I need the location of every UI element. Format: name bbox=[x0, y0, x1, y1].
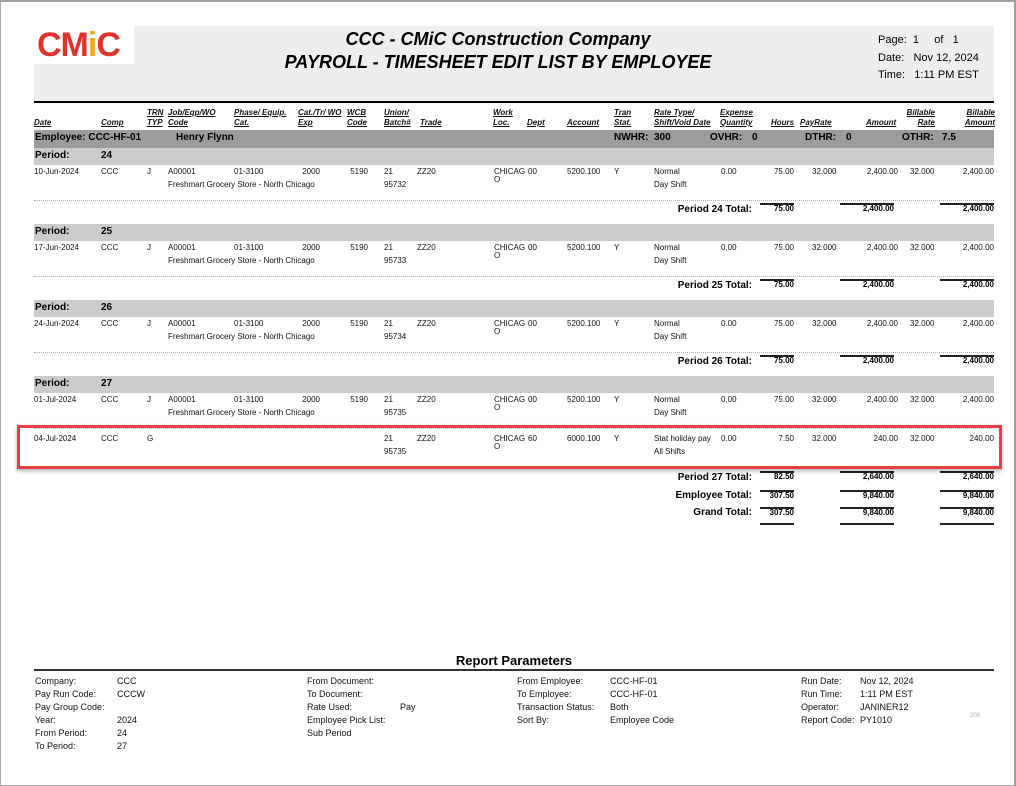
row-work-loc: CHICAG bbox=[494, 243, 526, 252]
row-billable-rate: 32.000 bbox=[910, 167, 935, 176]
dthr-value: 0 bbox=[846, 132, 852, 143]
col-tran-stat: Tran Stat. bbox=[614, 108, 632, 127]
row-cat: 2000 bbox=[302, 395, 320, 404]
col-account: Account bbox=[567, 118, 599, 127]
row-work-loc: CHICAG bbox=[494, 319, 526, 328]
grand-total-billable: 9,840.00 bbox=[962, 508, 994, 517]
row-tran-stat: Y bbox=[614, 319, 620, 328]
row-trn-type: J bbox=[147, 395, 151, 404]
col-work-loc: Work Loc. bbox=[493, 108, 513, 127]
param-label: Year: bbox=[35, 715, 56, 725]
col-date: Date bbox=[34, 118, 52, 127]
row-hours: 7.50 bbox=[778, 434, 794, 443]
row-shift: Day Shift bbox=[654, 408, 687, 417]
row-job-code: A00001 bbox=[168, 395, 196, 404]
col-expense-qty: Expense Quantity bbox=[720, 108, 753, 127]
row-billable-rate: 32.000 bbox=[910, 434, 935, 443]
param-label: Run Date: bbox=[801, 676, 842, 686]
row-rate-type: Normal bbox=[654, 167, 680, 176]
period-number: 27 bbox=[101, 378, 113, 389]
row-work-loc: CHICAG bbox=[494, 167, 526, 176]
report-parameters-divider bbox=[34, 669, 994, 671]
row-date: 17-Jun-2024 bbox=[34, 243, 79, 252]
row-wcb: 5190 bbox=[350, 167, 368, 176]
row-trn-type: J bbox=[147, 319, 151, 328]
row-dept: 00 bbox=[528, 319, 537, 328]
col-billable-rate: Billable Rate bbox=[906, 108, 935, 127]
nwhr-value: 300 bbox=[654, 132, 671, 143]
row-billable-amount: 2,400.00 bbox=[962, 319, 994, 328]
row-amount: 2,400.00 bbox=[866, 319, 898, 328]
row-divider bbox=[34, 200, 994, 201]
rule bbox=[840, 523, 894, 525]
row-billable-amount: 2,400.00 bbox=[962, 243, 994, 252]
row-cat: 2000 bbox=[302, 243, 320, 252]
row-work-loc: CHICAG bbox=[494, 395, 526, 404]
row-rate-type: Stat holiday pay bbox=[654, 434, 711, 443]
param-label: Report Code: bbox=[801, 715, 855, 725]
nwhr-label: NWHR: bbox=[614, 132, 649, 143]
param-value: CCC bbox=[117, 676, 137, 686]
employee-total-label: Employee Total: bbox=[675, 490, 752, 501]
row-billable-amount: 2,400.00 bbox=[962, 167, 994, 176]
param-value: Nov 12, 2024 bbox=[860, 676, 914, 686]
period-number: 24 bbox=[101, 150, 113, 161]
period-band bbox=[34, 300, 994, 317]
param-label: Employee Pick List: bbox=[307, 715, 386, 725]
param-label: Operator: bbox=[801, 702, 840, 712]
rule bbox=[940, 523, 994, 525]
row-phase: 01-3100 bbox=[234, 395, 264, 404]
col-billable-amount: Billable Amount bbox=[964, 108, 995, 127]
period-total-billable: 2,400.00 bbox=[962, 204, 994, 213]
employee-total-hours: 307.50 bbox=[769, 491, 794, 500]
row-dept: 00 bbox=[528, 395, 537, 404]
row-tran-stat: Y bbox=[614, 243, 620, 252]
period-total-amount: 2,400.00 bbox=[862, 204, 894, 213]
row-account: 5200.100 bbox=[567, 319, 601, 328]
row-dept: 00 bbox=[528, 243, 537, 252]
col-cat: Cat./Tr/ WO Exp bbox=[298, 108, 342, 127]
row-union: 21 bbox=[384, 395, 393, 404]
row-job-code: A00001 bbox=[168, 319, 196, 328]
employee-code: Employee: CCC-HF-01 bbox=[35, 132, 142, 143]
period-total-hours: 75.00 bbox=[773, 356, 794, 365]
row-trade: ZZ20 bbox=[417, 395, 436, 404]
highlighted-row-box bbox=[17, 425, 1002, 469]
param-value: CCCW bbox=[117, 689, 145, 699]
row-work-loc: CHICAG bbox=[494, 434, 526, 443]
othr-value: 7.5 bbox=[942, 132, 956, 143]
row-union: 21 bbox=[384, 243, 393, 252]
col-trn: TRN TYP bbox=[147, 108, 164, 127]
report-date: Date: Nov 12, 2024 bbox=[878, 52, 979, 64]
period-total-amount: 2,400.00 bbox=[862, 280, 894, 289]
row-union: 21 bbox=[384, 167, 393, 176]
row-date: 24-Jun-2024 bbox=[34, 319, 79, 328]
row-trade: ZZ20 bbox=[417, 319, 436, 328]
row-phase: 01-3100 bbox=[234, 243, 264, 252]
row-payrate: 32.000 bbox=[812, 167, 837, 176]
row-trn-type: G bbox=[147, 434, 154, 443]
row-description: Freshmart Grocery Store - North Chicago bbox=[168, 256, 315, 265]
row-work-loc-wrap: O bbox=[494, 442, 501, 451]
col-job-code: Job/Eqp/WO Code bbox=[168, 108, 216, 127]
row-expense-qty: 0.00 bbox=[721, 395, 737, 404]
row-comp: CCC bbox=[101, 243, 119, 252]
row-wcb: 5190 bbox=[350, 243, 368, 252]
row-cat: 2000 bbox=[302, 319, 320, 328]
row-union: 21 bbox=[384, 434, 393, 443]
period-total-label: Period 25 Total: bbox=[677, 280, 752, 291]
param-value: 2024 bbox=[117, 715, 138, 725]
period-total-amount: 2,400.00 bbox=[862, 356, 894, 365]
param-label: Transaction Status: bbox=[517, 702, 595, 712]
row-tran-stat: Y bbox=[614, 395, 620, 404]
period-number: 25 bbox=[101, 226, 113, 237]
row-account: 5200.100 bbox=[567, 395, 601, 404]
row-comp: CCC bbox=[101, 434, 119, 443]
period-label: Period: bbox=[35, 150, 70, 161]
row-comp: CCC bbox=[101, 395, 119, 404]
period-total-billable: 2,400.00 bbox=[962, 356, 994, 365]
row-work-loc-wrap: O bbox=[494, 251, 501, 260]
row-description: Freshmart Grocery Store - North Chicago bbox=[168, 408, 315, 417]
col-rate-type: Rate Type/ Shift/Void Date bbox=[654, 108, 711, 127]
row-union: 21 bbox=[384, 319, 393, 328]
page-code: 205 bbox=[970, 713, 981, 719]
employee-total-amount: 9,840.00 bbox=[862, 491, 894, 500]
row-tran-stat: Y bbox=[614, 167, 620, 176]
ovhr-value: 0 bbox=[752, 132, 758, 143]
param-value: CCC-HF-01 bbox=[610, 676, 658, 686]
param-label: To Period: bbox=[35, 741, 76, 751]
rule bbox=[760, 523, 794, 525]
ovhr-label: OVHR: bbox=[710, 132, 743, 143]
row-rate-type: Normal bbox=[654, 395, 680, 404]
param-value: Pay bbox=[400, 702, 416, 712]
row-job-code: A00001 bbox=[168, 243, 196, 252]
cmic-logo: CMiC bbox=[34, 26, 134, 64]
period-band bbox=[34, 376, 994, 393]
row-batch: 95735 bbox=[384, 447, 407, 456]
period-label: Period: bbox=[35, 302, 70, 313]
param-value: JANINER12 bbox=[860, 702, 909, 712]
row-shift: Day Shift bbox=[654, 256, 687, 265]
row-payrate: 32.000 bbox=[812, 395, 837, 404]
period-number: 26 bbox=[101, 302, 113, 313]
othr-label: OTHR: bbox=[902, 132, 934, 143]
param-label: Pay Run Code: bbox=[35, 689, 97, 699]
header-divider bbox=[34, 101, 994, 103]
row-rate-type: Normal bbox=[654, 319, 680, 328]
row-batch: 95735 bbox=[384, 408, 407, 417]
col-amount: Amount bbox=[866, 118, 897, 127]
row-shift: Day Shift bbox=[654, 332, 687, 341]
row-shift: Day Shift bbox=[654, 180, 687, 189]
row-phase: 01-3100 bbox=[234, 167, 264, 176]
row-comp: CCC bbox=[101, 319, 119, 328]
col-dept: Dept bbox=[527, 118, 545, 127]
row-hours: 75.00 bbox=[773, 243, 794, 252]
row-expense-qty: 0.00 bbox=[721, 319, 737, 328]
row-comp: CCC bbox=[101, 167, 119, 176]
param-value: Employee Code bbox=[610, 715, 675, 725]
company-title: CCC - CMiC Construction Company bbox=[345, 29, 651, 49]
param-value: 27 bbox=[117, 741, 128, 751]
dthr-label: DTHR: bbox=[805, 132, 837, 143]
row-billable-rate: 32.000 bbox=[910, 319, 935, 328]
period-band bbox=[34, 148, 994, 165]
row-expense-qty: 0.00 bbox=[721, 167, 737, 176]
period-total-amount: 2,640.00 bbox=[862, 472, 894, 481]
row-account: 5200.100 bbox=[567, 167, 601, 176]
row-trade: ZZ20 bbox=[417, 434, 436, 443]
report-parameters-title: Report Parameters bbox=[455, 653, 573, 668]
param-label: To Employee: bbox=[517, 689, 572, 699]
row-batch: 95734 bbox=[384, 332, 407, 341]
row-payrate: 32.000 bbox=[812, 434, 837, 443]
report-title: PAYROLL - TIMESHEET EDIT LIST BY EMPLOYEE bbox=[284, 52, 712, 72]
grand-total-hours: 307.50 bbox=[769, 508, 794, 517]
row-shift: All Shifts bbox=[654, 447, 686, 456]
row-billable-rate: 32.000 bbox=[910, 395, 935, 404]
period-label: Period: bbox=[35, 378, 70, 389]
row-amount: 2,400.00 bbox=[866, 395, 898, 404]
grand-total-label: Grand Total: bbox=[693, 507, 752, 518]
row-date: 10-Jun-2024 bbox=[34, 167, 79, 176]
param-value: 1:11 PM EST bbox=[860, 689, 913, 699]
row-date: 04-Jul-2024 bbox=[34, 434, 77, 443]
row-wcb: 5190 bbox=[350, 319, 368, 328]
row-job-code: A00001 bbox=[168, 167, 196, 176]
row-expense-qty: 0.00 bbox=[721, 434, 737, 443]
row-account: 6000.100 bbox=[567, 434, 601, 443]
col-wcb: WCB Code bbox=[347, 108, 367, 127]
row-amount: 2,400.00 bbox=[866, 243, 898, 252]
param-label: From Employee: bbox=[517, 676, 584, 686]
row-billable-amount: 240.00 bbox=[969, 434, 994, 443]
period-total-hours: 75.00 bbox=[773, 280, 794, 289]
row-divider bbox=[34, 352, 994, 353]
period-label: Period: bbox=[35, 226, 70, 237]
col-comp: Comp bbox=[101, 118, 124, 127]
row-billable-rate: 32.000 bbox=[910, 243, 935, 252]
col-union-batch: Union/ Batch# bbox=[384, 108, 411, 127]
period-total-billable: 2,400.00 bbox=[962, 280, 994, 289]
row-expense-qty: 0.00 bbox=[721, 243, 737, 252]
row-work-loc-wrap: O bbox=[494, 327, 501, 336]
param-value: PY1010 bbox=[860, 715, 893, 725]
period-total-label: Period 27 Total: bbox=[677, 472, 752, 483]
row-phase: 01-3100 bbox=[234, 319, 264, 328]
col-hours: Hours bbox=[771, 118, 795, 127]
row-date: 01-Jul-2024 bbox=[34, 395, 77, 404]
row-description: Freshmart Grocery Store - North Chicago bbox=[168, 332, 315, 341]
row-rate-type: Normal bbox=[654, 243, 680, 252]
row-dept: 60 bbox=[528, 434, 537, 443]
param-label: From Document: bbox=[307, 676, 375, 686]
period-total-label: Period 24 Total: bbox=[677, 204, 752, 215]
col-trade: Trade bbox=[420, 118, 442, 127]
row-trn-type: J bbox=[147, 243, 151, 252]
row-billable-amount: 2,400.00 bbox=[962, 395, 994, 404]
param-value: Both bbox=[610, 702, 629, 712]
row-batch: 95732 bbox=[384, 180, 407, 189]
param-label: Rate Used: bbox=[307, 702, 353, 712]
row-work-loc-wrap: O bbox=[494, 175, 501, 184]
row-work-loc-wrap: O bbox=[494, 403, 501, 412]
row-trade: ZZ20 bbox=[417, 167, 436, 176]
row-hours: 75.00 bbox=[773, 319, 794, 328]
param-value: CCC-HF-01 bbox=[610, 689, 658, 699]
row-amount: 2,400.00 bbox=[866, 167, 898, 176]
row-cat: 2000 bbox=[302, 167, 320, 176]
employee-name: Henry Flynn bbox=[176, 132, 234, 143]
row-divider bbox=[34, 276, 994, 277]
employee-total-billable: 9,840.00 bbox=[962, 491, 994, 500]
param-label: Pay Group Code: bbox=[35, 702, 105, 712]
col-phase: Phase/ Equip. Cat. bbox=[234, 108, 287, 127]
row-payrate: 32.000 bbox=[812, 319, 837, 328]
param-label: To Document: bbox=[307, 689, 363, 699]
row-tran-stat: Y bbox=[614, 434, 620, 443]
period-total-billable: 2,640.00 bbox=[962, 472, 994, 481]
row-description: Freshmart Grocery Store - North Chicago bbox=[168, 180, 315, 189]
page-info: Page: 1 of 1 bbox=[878, 34, 959, 46]
row-hours: 75.00 bbox=[773, 167, 794, 176]
param-label: Sort By: bbox=[517, 715, 550, 725]
param-value: 24 bbox=[117, 728, 128, 738]
param-label: Run Time: bbox=[801, 689, 843, 699]
row-amount: 240.00 bbox=[873, 434, 898, 443]
row-payrate: 32.000 bbox=[812, 243, 837, 252]
param-label: From Period: bbox=[35, 728, 88, 738]
grand-total-amount: 9,840.00 bbox=[862, 508, 894, 517]
param-label: Sub Period bbox=[307, 728, 352, 738]
row-dept: 00 bbox=[528, 167, 537, 176]
period-total-hours: 75.00 bbox=[773, 204, 794, 213]
param-label: Company: bbox=[35, 676, 77, 686]
row-hours: 75.00 bbox=[773, 395, 794, 404]
period-total-hours: 82.50 bbox=[773, 472, 794, 481]
report-time: Time: 1:11 PM EST bbox=[878, 69, 979, 81]
row-trn-type: J bbox=[147, 167, 151, 176]
row-wcb: 5190 bbox=[350, 395, 368, 404]
row-account: 5200.100 bbox=[567, 243, 601, 252]
row-batch: 95733 bbox=[384, 256, 407, 265]
period-total-label: Period 26 Total: bbox=[677, 356, 752, 367]
row-trade: ZZ20 bbox=[417, 243, 436, 252]
period-band bbox=[34, 224, 994, 241]
col-payrate: PayRate bbox=[800, 118, 832, 127]
